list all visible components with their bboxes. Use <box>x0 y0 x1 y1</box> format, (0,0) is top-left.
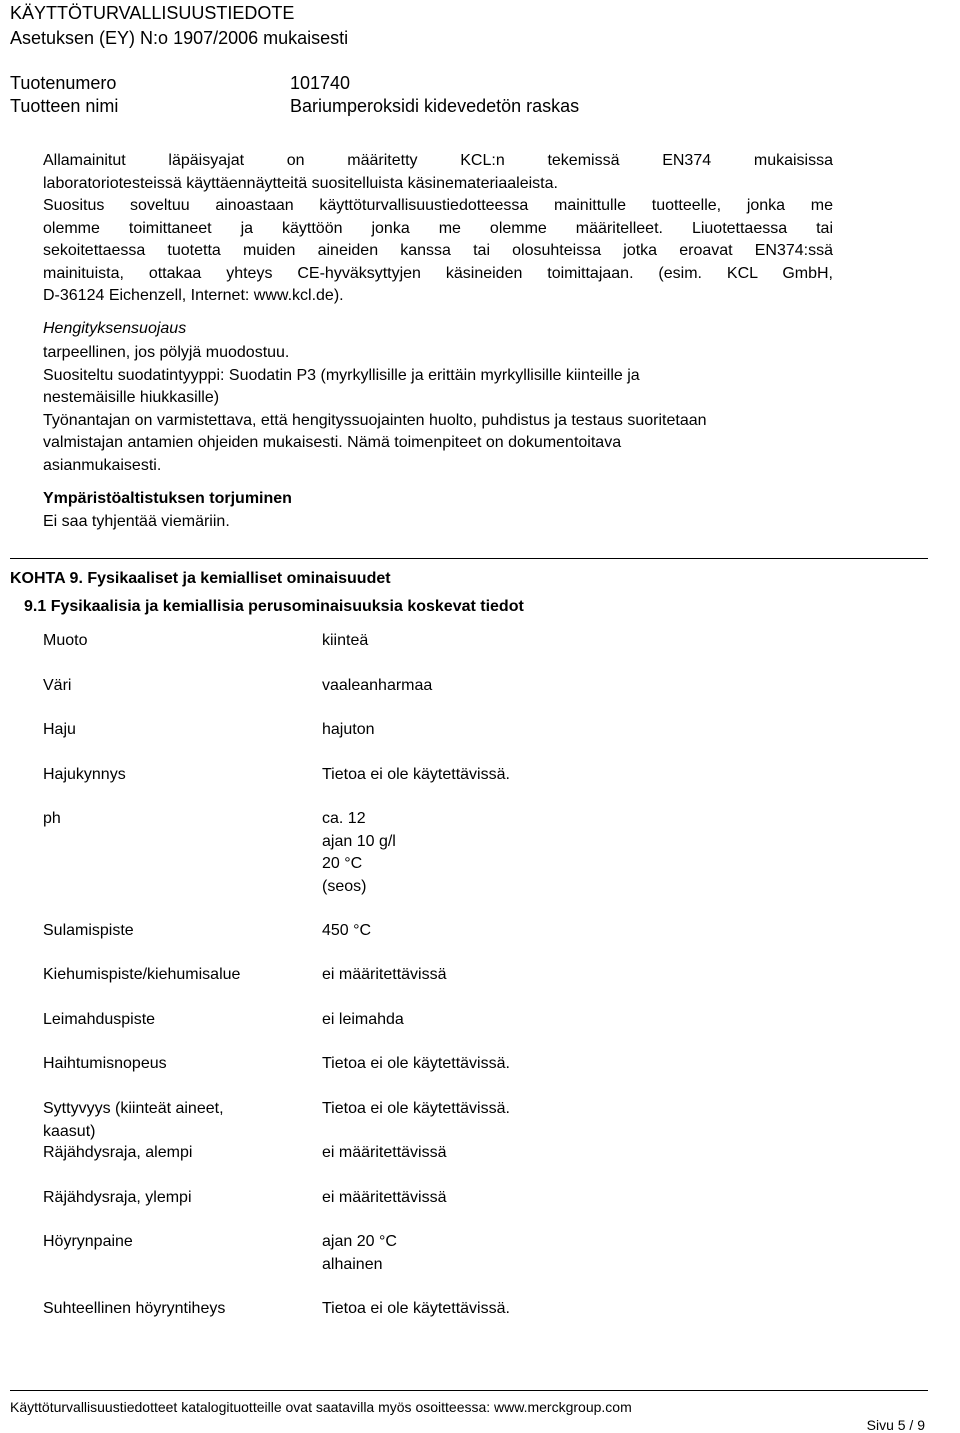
label-line: kaasut) <box>43 1122 96 1140</box>
property-value-sulamispiste <box>322 920 371 943</box>
property-value-rajahdysraja-alempi <box>322 1142 447 1165</box>
value-line: vaaleanharmaa <box>322 677 433 694</box>
property-label-hoyryntiheys <box>43 1298 225 1321</box>
property-value-hoyrynpaine <box>322 1231 397 1276</box>
product-number: 101740 <box>290 73 351 93</box>
paragraph-line: tarpeellinen, jos pölyjä muodostuu. <box>43 344 290 361</box>
value-line: hajuton <box>322 721 375 738</box>
glove-protection-paragraph <box>43 150 833 308</box>
property-label-muoto <box>43 630 87 653</box>
property-value-hoyryntiheys <box>322 1298 510 1321</box>
section-9-1-subtitle: 9.1 Fysikaalisia ja kemiallisia perusominaisuuksia koskevat tiedot <box>24 598 524 615</box>
property-label-kiehumispiste <box>43 964 240 987</box>
property-label-leimahduspiste <box>43 1009 155 1032</box>
label-line: Höyrynpaine <box>43 1233 133 1250</box>
footer-note: Käyttöturvallisuustiedotteet katalogituotteille ovat saatavilla myös osoitteessa: www.merckgroup.com <box>10 1399 632 1415</box>
section-9-title: KOHTA 9. Fysikaaliset ja kemialliset ominaisuudet <box>10 570 391 587</box>
property-value-kiehumispiste <box>322 964 447 987</box>
property-value-rajahdysraja-ylempi <box>322 1187 447 1210</box>
paragraph-line: asianmukaisesti. <box>43 456 162 474</box>
value-line: 20 °C <box>322 855 363 872</box>
value-line: ei määritettävissä <box>322 1189 447 1206</box>
page-number: Sivu 5 / 9 <box>866 1417 925 1433</box>
value-line: ei määritettävissä <box>322 966 447 983</box>
property-value-vari <box>322 675 432 698</box>
paragraph-line: sekoitettaessa tuotetta muiden aineiden kanssa tai olosuhteissa jotka eroavat EN374:ssä <box>43 242 833 259</box>
property-value-muoto <box>322 630 368 653</box>
document-title: KÄYTTÖTURVALLISUUSTIEDOTE <box>10 3 295 23</box>
label-line: Hajukynnys <box>43 766 126 783</box>
property-label-vari <box>43 675 71 698</box>
footer-divider <box>10 1390 928 1391</box>
label-line: ph <box>43 810 61 827</box>
label-line: Leimahduspiste <box>43 1011 156 1028</box>
property-value-ph <box>322 808 396 898</box>
property-label-hajukynnys <box>43 764 126 787</box>
product-number-label: Tuotenumero <box>10 73 117 93</box>
paragraph-line: laboratoriotesteissä käyttäennäytteitä suositelluista käsinemateriaaleista. <box>43 174 558 192</box>
property-value-leimahduspiste <box>322 1009 404 1032</box>
label-line: Kiehumispiste/kiehumisalue <box>43 966 241 983</box>
property-label-rajahdysraja-alempi <box>43 1142 192 1165</box>
label-line: Räjähdysraja, ylempi <box>43 1189 192 1206</box>
paragraph-line: D-36124 Eichenzell, Internet: www.kcl.de). <box>43 287 344 304</box>
paragraph-line: nestemäisille hiukkasille) <box>43 389 220 406</box>
property-label-haihtumisnopeus <box>43 1053 167 1076</box>
value-line: ei määritettävissä <box>322 1144 447 1161</box>
paragraph-line: valmistajan antamien ohjeiden mukaisesti. Nämä toimenpiteet on dokumentoitava <box>43 434 622 451</box>
label-line: Muoto <box>43 632 88 649</box>
label-line: Syttyvyys (kiinteät aineet, <box>43 1100 224 1117</box>
value-line: (seos) <box>322 877 367 895</box>
property-value-haihtumisnopeus <box>322 1053 510 1076</box>
respiratory-protection-text <box>43 342 833 477</box>
paragraph-line: Allamainitut läpäisyajat on määritetty KCL:n tekemissä EN374 mukaisissa <box>43 152 833 169</box>
property-value-hajukynnys <box>322 764 510 787</box>
label-line: Sulamispiste <box>43 922 134 939</box>
respiratory-protection-heading: Hengityksensuojaus <box>43 320 187 337</box>
property-label-syttyvyys <box>43 1098 224 1143</box>
property-value-syttyvyys <box>322 1098 510 1121</box>
product-name-label: Tuotteen nimi <box>10 96 119 116</box>
value-line: ca. 12 <box>322 810 366 827</box>
label-line: Räjähdysraja, alempi <box>43 1144 193 1161</box>
paragraph-line: Suositeltu suodatintyyppi: Suodatin P3 (myrkyllisille ja erittäin myrkyllisille kiinteille ja <box>43 366 640 384</box>
property-label-rajahdysraja-ylempi <box>43 1187 192 1210</box>
property-label-hoyrynpaine <box>43 1231 133 1254</box>
property-label-sulamispiste <box>43 920 134 943</box>
label-line: Haju <box>43 721 76 738</box>
section-divider <box>10 558 928 559</box>
paragraph-line: mainituista, ottakaa yhteys CE-hyväksyttyjen käsineiden toimittajaan. (esim. KCL GmbH, <box>43 264 833 282</box>
property-label-ph <box>43 808 61 831</box>
paragraph-line: Suositus soveltuu ainoastaan käyttöturvallisuustiedotteessa mainittulle tuotteelle, jonka me <box>43 197 833 214</box>
environmental-exposure-text: Ei saa tyhjentää viemäriin. <box>43 513 230 530</box>
value-line: ei leimahda <box>322 1011 404 1028</box>
value-line: ajan 20 °C <box>322 1233 397 1250</box>
value-line: Tietoa ei ole käytettävissä. <box>322 1100 510 1117</box>
label-line: Väri <box>43 677 72 694</box>
value-line: Tietoa ei ole käytettävissä. <box>322 1055 510 1072</box>
property-label-haju <box>43 719 76 742</box>
value-line: kiinteä <box>322 632 369 649</box>
value-line: ajan 10 g/l <box>322 832 396 850</box>
paragraph-line: olemme toimittaneet ja käyttöön jonka me olemme määritelleet. Liuotettaessa tai <box>43 219 833 237</box>
label-line: Suhteellinen höyryntiheys <box>43 1300 226 1317</box>
regulation-reference: Asetuksen (EY) N:o 1907/2006 mukaisesti <box>10 28 349 48</box>
paragraph-line: Työnantajan on varmistettava, että hengityssuojainten huolto, puhdistus ja testaus suoritetaan <box>43 411 707 429</box>
value-line: alhainen <box>322 1255 383 1273</box>
property-value-haju <box>322 719 375 742</box>
environmental-exposure-heading: Ympäristöaltistuksen torjuminen <box>43 490 292 507</box>
label-line: Haihtumisnopeus <box>43 1055 167 1072</box>
value-line: Tietoa ei ole käytettävissä. <box>322 1300 510 1317</box>
value-line: Tietoa ei ole käytettävissä. <box>322 766 510 783</box>
value-line: 450 °C <box>322 922 372 939</box>
product-name: Bariumperoksidi kidevedetön raskas <box>290 96 580 116</box>
